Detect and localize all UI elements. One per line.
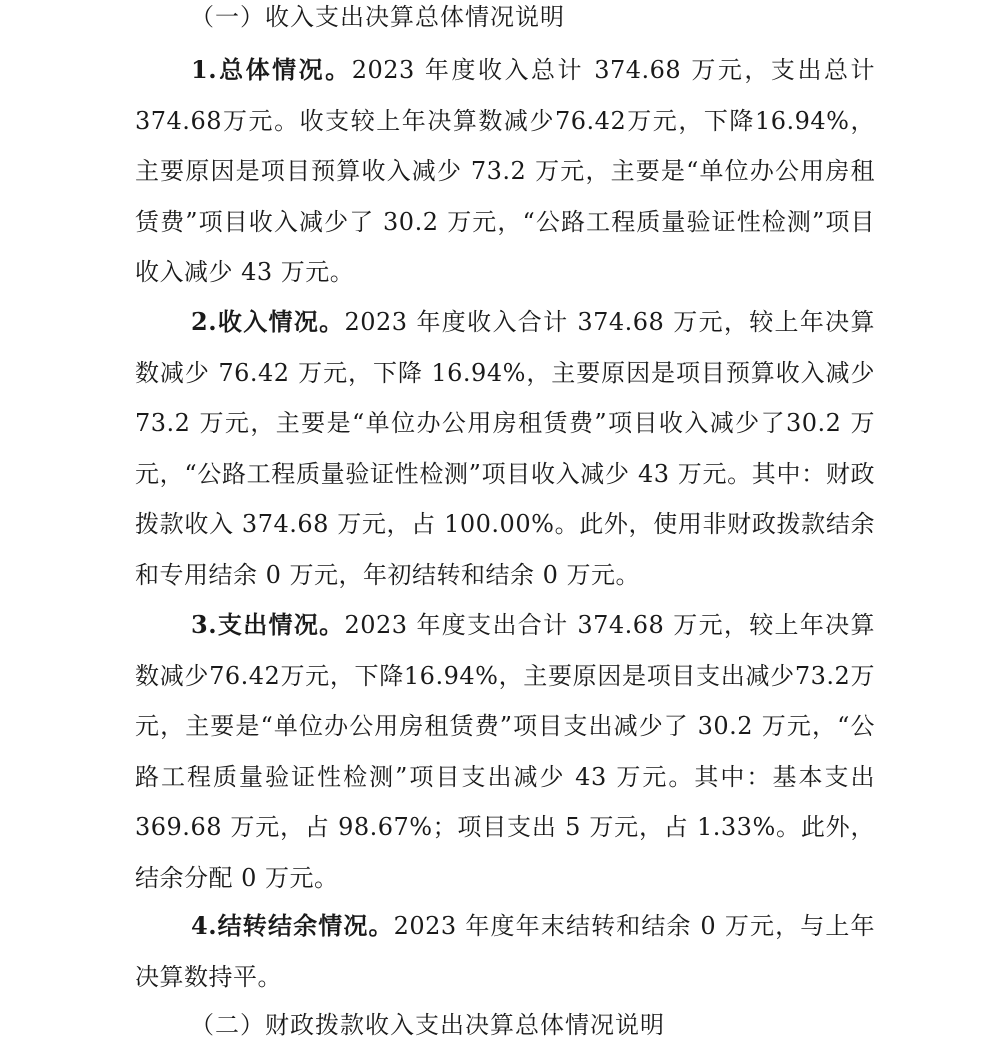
paragraph-lead-income: 2.收入情况。 bbox=[191, 307, 345, 336]
paragraph-text-balance: 2023 年度年末结转和结余 0 万元，与上年决算数持平。 bbox=[135, 912, 876, 991]
section-heading-2: （二）财政拨款收入支出决算总体情况说明 bbox=[190, 1011, 665, 1039]
paragraph-lead-balance: 4.结转结余情况。 bbox=[191, 911, 394, 940]
paragraph-lead-expenditure: 3.支出情况。 bbox=[191, 610, 345, 639]
paragraph-text-overall: 2023 年度收入总计 374.68 万元，支出总计 374.68万元。收支较上年决算数减少76.42万元，下降16.94%，主要原因是项目预算收入减少 73.2 万元，主要是“单位办公用房租赁费”项目收入减少了 30.2 万元，“公路工程质量验证性检测”项目收入减少 43 万元。 bbox=[135, 56, 875, 286]
paragraph-text-expenditure: 2023 年度支出合计 374.68 万元，较上年决算数减少76.42万元，下降16.94%，主要原因是项目支出减少73.2万元，主要是“单位办公用房租赁费”项目支出减少了 30.2 万元，“公路工程质量验证性检测”项目支出减少 43 万元。其中：基本支出 369.68 万元，占 98.67%；项目支出 5 万元，占 1.33%。此外，结余分配 0 万元。 bbox=[135, 611, 875, 892]
paragraph-balance bbox=[135, 901, 875, 1002]
section-heading-1: （一）收入支出决算总体情况说明 bbox=[190, 3, 565, 31]
paragraph-overall bbox=[135, 45, 875, 298]
paragraph-lead-overall: 1.总体情况。 bbox=[191, 55, 352, 84]
paragraph-expenditure bbox=[135, 600, 875, 903]
paragraph-income bbox=[135, 297, 875, 600]
paragraph-text-income: 2023 年度收入合计 374.68 万元，较上年决算数减少 76.42 万元，下降 16.94%，主要原因是项目预算收入减少 73.2 万元，主要是“单位办公用房租赁费”项目收入减少了30.2 万元，“公路工程质量验证性检测”项目收入减少 43 万元。其中：财政拨款收入 374.68 万元，占 100.00%。此外，使用非财政拨款结余和专用结余 0 万元，年初结转和结余 0 万元。 bbox=[135, 308, 875, 589]
